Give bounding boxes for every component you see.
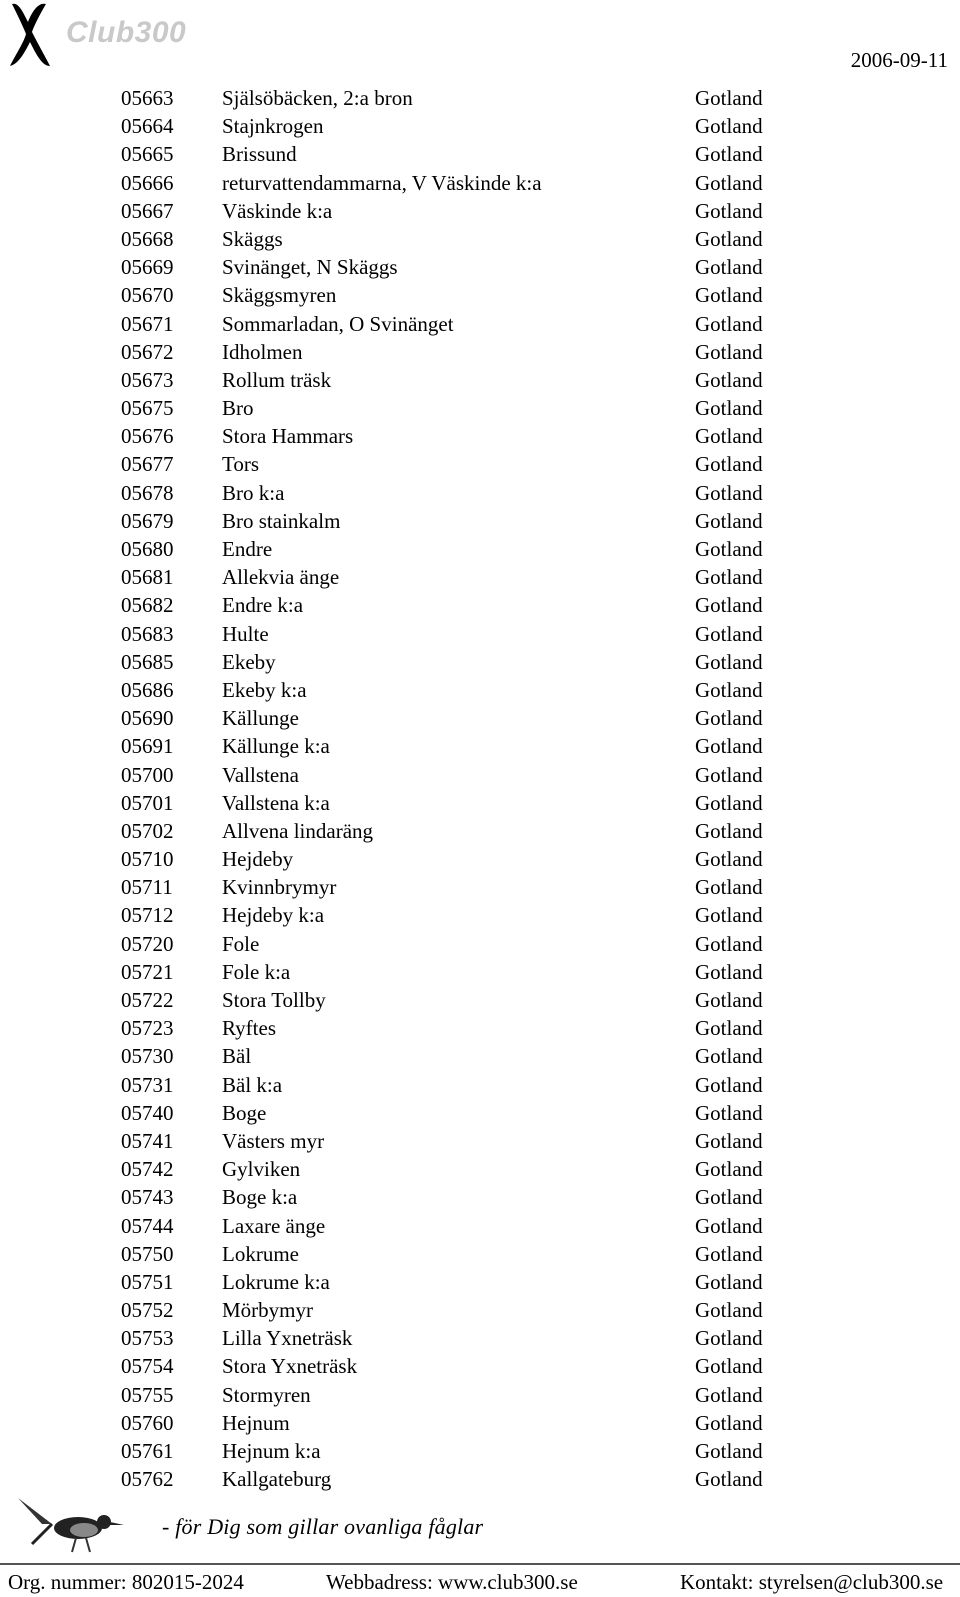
site-region: Gotland [695,1044,763,1069]
list-item [0,789,960,817]
site-code: 05750 [121,1241,174,1266]
site-code: 05673 [121,367,174,392]
site-region: Gotland [695,142,763,167]
site-list [0,84,960,1493]
site-code: 05710 [121,847,174,872]
site-name: Brissund [222,142,297,167]
site-region: Gotland [695,255,763,280]
site-region: Gotland [695,1467,763,1492]
list-item [0,84,960,112]
site-region: Gotland [695,508,763,533]
site-region: Gotland [695,396,763,421]
contact-email: Kontakt: styrelsen@club300.se [680,1570,944,1594]
site-code: 05743 [121,1185,174,1210]
site-region: Gotland [695,621,763,646]
list-item [0,676,960,704]
site-name: Stora Hammars [222,424,354,449]
site-name: Boge k:a [222,1185,298,1210]
site-code: 05755 [121,1382,174,1407]
site-code: 05676 [121,424,174,449]
site-name: Bro [222,396,254,421]
site-code: 05675 [121,396,174,421]
site-region: Gotland [695,734,763,759]
site-region: Gotland [695,1128,763,1153]
site-code: 05691 [121,734,174,759]
site-code: 05701 [121,790,174,815]
site-region: Gotland [695,677,763,702]
site-name: Tors [222,452,260,477]
site-region: Gotland [695,452,763,477]
site-code: 05677 [121,452,174,477]
site-name: Ekeby [222,649,276,674]
site-code: 05667 [121,198,174,223]
site-name: Stajnkrogen [222,114,324,139]
site-region: Gotland [695,847,763,872]
list-item [0,901,960,929]
web-address: Webbadress: www.club300.se [326,1570,578,1594]
site-code: 05742 [121,1157,174,1182]
list-item [0,366,960,394]
site-name: Allvena lindaräng [222,818,374,843]
slogan: - för Dig som gillar ovanliga fåglar [162,1514,484,1539]
site-region: Gotland [695,1213,763,1238]
site-region: Gotland [695,1185,763,1210]
site-region: Gotland [695,367,763,392]
site-code: 05683 [121,621,174,646]
list-item [0,169,960,197]
site-region: Gotland [695,593,763,618]
site-name: Fole [222,931,260,956]
list-item [0,422,960,450]
site-region: Gotland [695,762,763,787]
site-name: Laxare änge [222,1213,326,1238]
site-region: Gotland [695,114,763,139]
site-region: Gotland [695,875,763,900]
site-code: 05740 [121,1100,174,1125]
site-name: returvattendammarna, V Väskinde k:a [222,170,542,195]
site-name: Västers myr [222,1128,325,1153]
list-item [0,1296,960,1324]
list-item [0,394,960,422]
list-item [0,1127,960,1155]
site-name: Fole k:a [222,959,291,984]
site-name: Källunge [222,706,299,731]
site-code: 05702 [121,818,174,843]
site-name: Gylviken [222,1157,301,1182]
site-code: 05751 [121,1269,174,1294]
site-name: Ekeby k:a [222,677,307,702]
club300-logo [4,0,214,72]
site-name: Hejdeby k:a [222,903,325,928]
list-item [0,1071,960,1099]
document-date: 2006-09-11 [850,48,948,72]
site-code: 05685 [121,649,174,674]
site-region: Gotland [695,1157,763,1182]
list-item [0,930,960,958]
site-region: Gotland [695,818,763,843]
site-region: Gotland [695,1072,763,1097]
list-item [0,1014,960,1042]
site-name: Skäggsmyren [222,283,337,308]
site-code: 05670 [121,283,174,308]
site-region: Gotland [695,86,763,110]
list-item [0,1099,960,1127]
list-item [0,620,960,648]
site-name: Stormyren [222,1382,311,1407]
site-code: 05672 [121,339,174,364]
site-code: 05681 [121,565,174,590]
site-code: 05762 [121,1467,174,1492]
site-name: Mörbymyr [222,1298,313,1323]
org-number: Org. nummer: 802015-2024 [8,1570,244,1594]
site-code: 05678 [121,480,174,505]
site-code: 05700 [121,762,174,787]
list-item [0,112,960,140]
site-region: Gotland [695,988,763,1012]
list-item [0,479,960,507]
site-name: Rollum träsk [222,367,332,392]
site-code: 05682 [121,593,174,618]
site-name: Kvinnbrymyr [222,875,337,900]
site-name: Lokrume [222,1241,299,1266]
site-region: Gotland [695,706,763,731]
site-region: Gotland [695,1016,763,1041]
site-code: 05730 [121,1044,174,1069]
list-item [0,761,960,789]
site-code: 05741 [121,1128,174,1153]
site-name: Hulte [222,621,269,646]
site-name: Idholmen [222,339,303,364]
site-code: 05686 [121,677,174,702]
site-name: Endre [222,537,273,561]
site-name: Stora Yxneträsk [222,1354,358,1379]
list-item [0,1381,960,1409]
footer-divider [0,1563,960,1565]
site-region: Gotland [695,903,763,928]
site-region: Gotland [695,790,763,815]
list-item [0,1183,960,1211]
site-name: Vallstena k:a [222,790,330,815]
site-code: 05669 [121,255,174,280]
site-region: Gotland [695,198,763,223]
site-name: Stora Tollby [222,988,326,1012]
site-region: Gotland [695,480,763,505]
site-code: 05722 [121,988,174,1012]
list-item [0,507,960,535]
site-code: 05723 [121,1016,174,1041]
site-region: Gotland [695,1298,763,1323]
site-name: Skäggs [222,226,283,251]
list-item [0,281,960,309]
logo-text: Club300 [66,16,187,49]
site-region: Gotland [695,1382,763,1407]
list-item [0,1268,960,1296]
list-item [0,1352,960,1380]
site-code: 05668 [121,226,174,251]
site-name: Sommarladan, O Svinänget [222,311,454,336]
site-region: Gotland [695,339,763,364]
site-code: 05663 [121,86,174,110]
list-item [0,1465,960,1493]
site-name: Bäl k:a [222,1072,283,1097]
site-name: Svinänget, N Skäggs [222,255,398,280]
site-code: 05671 [121,311,174,336]
site-region: Gotland [695,424,763,449]
site-region: Gotland [695,565,763,590]
site-name: Bäl [222,1044,252,1069]
site-region: Gotland [695,959,763,984]
site-code: 05690 [121,706,174,731]
site-code: 05665 [121,142,174,167]
site-name: Själsöbäcken, 2:a bron [222,86,413,110]
list-item [0,253,960,281]
list-item [0,958,960,986]
site-region: Gotland [695,170,763,195]
site-code: 05712 [121,903,174,928]
list-item [0,873,960,901]
x-logo-icon [6,0,56,70]
site-name: Hejnum k:a [222,1439,321,1463]
list-item [0,1212,960,1240]
site-region: Gotland [695,1439,763,1463]
site-name: Bro stainkalm [222,508,341,533]
list-item [0,704,960,732]
site-region: Gotland [695,226,763,251]
site-code: 05761 [121,1439,174,1463]
site-name: Bro k:a [222,480,285,505]
list-item [0,225,960,253]
list-item [0,1409,960,1437]
list-item [0,986,960,1014]
list-item [0,535,960,563]
site-code: 05754 [121,1354,174,1379]
site-code: 05720 [121,931,174,956]
site-code: 05721 [121,959,174,984]
site-region: Gotland [695,283,763,308]
site-code: 05711 [121,875,173,900]
site-region: Gotland [695,649,763,674]
site-name: Hejnum [222,1410,290,1435]
list-item [0,563,960,591]
site-name: Lilla Yxneträsk [222,1326,353,1351]
list-item [0,1042,960,1070]
list-item [0,845,960,873]
list-item [0,338,960,366]
list-item [0,310,960,338]
site-code: 05679 [121,508,174,533]
site-region: Gotland [695,1100,763,1125]
list-item [0,1155,960,1183]
site-name: Källunge k:a [222,734,330,759]
site-name: Boge [222,1100,267,1125]
site-name: Ryftes [222,1016,276,1041]
site-name: Hejdeby [222,847,294,872]
site-name: Vallstena [222,762,299,787]
site-code: 05731 [121,1072,174,1097]
list-item [0,140,960,168]
site-region: Gotland [695,1326,763,1351]
site-code: 05744 [121,1213,174,1238]
site-region: Gotland [695,311,763,336]
site-code: 05760 [121,1410,174,1435]
site-name: Allekvia änge [222,565,340,590]
list-item [0,648,960,676]
list-item [0,1324,960,1352]
site-code: 05664 [121,114,174,139]
site-code: 05752 [121,1298,174,1323]
site-region: Gotland [695,1354,763,1379]
site-name: Kallgateburg [222,1467,332,1492]
site-code: 05680 [121,537,174,561]
list-item [0,197,960,225]
bird-illustration-icon [12,1494,132,1554]
site-name: Endre k:a [222,593,304,618]
site-code: 05753 [121,1326,174,1351]
list-item [0,450,960,478]
site-region: Gotland [695,1241,763,1266]
list-item [0,591,960,619]
list-item [0,1240,960,1268]
site-region: Gotland [695,1410,763,1435]
list-item [0,817,960,845]
site-region: Gotland [695,1269,763,1294]
list-item [0,1437,960,1465]
site-code: 05666 [121,170,174,195]
site-name: Lokrume k:a [222,1269,330,1294]
site-region: Gotland [695,931,763,956]
site-region: Gotland [695,537,763,561]
site-name: Väskinde k:a [222,198,333,223]
list-item [0,732,960,760]
